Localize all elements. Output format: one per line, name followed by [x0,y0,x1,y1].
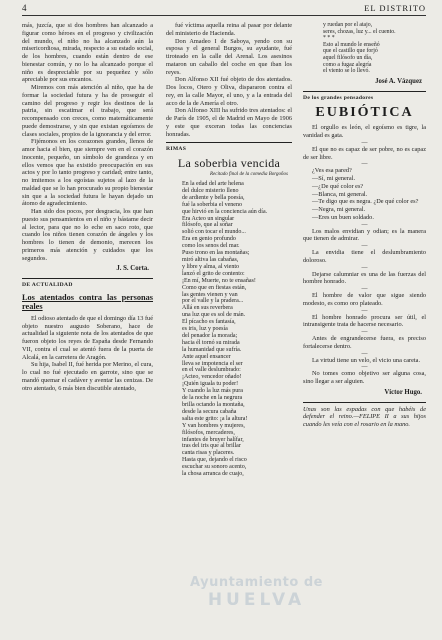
verse-line: El pícacho es fantasía, [182,319,236,326]
paragraph: más, juzcía, que si dos hombres han alcanzado a figurar como héroes en el progreso y civilización del mundo, el niño no ha alcanzado aún la misericordiosa, mirada, respecto a su estado social, de los hombres, cuando están dentro de ese bienestar común, y no lo ha alcanzado porque el niño es despreciable por su pequeñez y sólo apreciable por sus encantos. [22,22,153,84]
separator: — [361,264,368,271]
poem-verse [166,181,292,478]
verse-line: la chosa arranca de cuajo, [182,471,244,478]
verse-line: Puso trono en las montañas; [182,250,250,257]
article-title: Los atentados contra las personas reales [22,292,153,311]
verse-line: de la noche en la negrura [182,395,243,402]
separator: — [361,329,368,335]
verse-line: aquel filósofo un día, [323,54,373,61]
column-right [303,22,426,429]
section-title: EUBIÓTICA [315,105,414,121]
separator: — [361,286,368,292]
article-signature: J. S. Corta. [116,265,149,273]
separator: — [361,364,368,371]
dialog-line: —Negra, mi general. [312,206,366,213]
aphorism: No tomes como objetivo ser alguna cosa, sino llegar a ser alguien. [303,370,426,385]
verse-line: y libre y alma, al viento [182,263,239,270]
verse-line: miró altiva las cabañas, [182,256,239,263]
verse-line: filósofos, mercaderes, [182,429,235,436]
verse-line: salta este grito: ¡a la altura! [182,415,248,422]
section-label: De los grandes pensadores [303,94,374,101]
verse-line: * * * [323,35,335,42]
aphorism: La virtud tiene un velo, el vicio una careta. [312,356,421,364]
watermark-line-1: Ayuntamiento de [190,575,323,590]
paragraph: Han sido dos pocos, por desgracia, los que han puesto sus pensamientos en el niño y bástame decir al lector, para que no lo eche en saco roto, que cuando los niños tienen corazón de ángeles y los hombres lo tienen de demonio, merecen los primeros más atención y cuidados que los segundos. [22,208,153,262]
paragraph: Don Alfonso XIII ha sufrido tres atentados: el de París de 1905, el de Madrid en Mayo de 1906 y este que exceran todas las conciencias honradas. [166,107,292,138]
verse-line: hacia él tornó su mirada [182,339,240,346]
aphorism: Dejarse calumniar es una de las fuerzas del hombre honrado. [303,270,426,286]
dialog-line: —Te digo que es negra. ¿De qué color es? [312,198,419,206]
divider [303,91,426,92]
verse-line: que el castillo que forjó [323,48,378,55]
verse-line: lanzó el grito de contento: [182,270,245,277]
verse-line: Era en genio profundo [182,236,236,243]
verse-line: fué la soberbia el veneno [182,201,242,208]
page-header [22,3,426,16]
verse-line: Esto al mundo le enseñó [323,41,380,48]
dialog-line: —Sí, mi general. [312,175,356,182]
paragraph: El odioso atentado de que el domingo día 13 fué objeto nuestro augusto Soberano, hace de actualidad la siguiente nota de los atentados de que fueron objeto los reyes de España desde Fernando VII, contra el cual se atentó fuera de la puerta de Alcalá, en la carretera de Aragón. [22,314,153,361]
column-left [22,22,153,392]
archive-watermark [190,575,323,610]
verse-line: Ante aquel ensancer [182,353,231,360]
poem-title: La soberbia vencida [177,156,281,170]
verse-line: infantes de bruyer halífar, [182,436,244,443]
verse-line: Como que en fiestas están, [182,284,247,291]
poem-verse-end [303,22,426,75]
verse-line: desde la secura cabaña [182,408,237,415]
masthead: EL DISTRITO [364,3,426,13]
verse-line: Y van hombres y mujeres, [182,422,245,429]
page-number: 4 [22,3,27,13]
column-middle [166,22,292,478]
divider [22,278,153,279]
verse-line: Era Acteo un singular [182,215,235,222]
quote-signature: Víctor Hugo. [384,388,422,396]
verse-line: como a fugaz alegría [323,61,372,68]
aphorism: El que no es capaz de ser pobre, no es capaz de ser libre. [303,145,426,161]
aphorism: El hombre honrado procura ser útil, el intransigente trata de hacerse necesario. [303,313,426,329]
separator: — [361,243,368,249]
watermark-line-2: HUELVA [207,590,306,610]
verse-line: ¡Quién iguala tu poder! [182,381,239,388]
closing-quote: Unas son las espadas con que habéis de defender el reino.—FELIPE II a sus hijos cuando les veía con el rosario en la mano. [303,405,426,428]
verse-line: tras del iris que al brillar [182,443,241,450]
poem-dedication: Recitado final de la comedia Borgoños [210,172,288,177]
dialog-line: ¿Ves esa pared? [312,167,352,175]
verse-line: Allá en sus reverbera [182,305,233,312]
verse-line: en el valle deslumbrado: [182,367,241,374]
verse-line: Y cuando la luz más pura [182,388,243,395]
paragraph: Fijémonos en los corazones grandes, llenos de amor hacia el bien, que siempre ven en el corazón inocente, pequeño, un símbolo de grandeza y en ellos vemos que ha existido preocupación en sus actos y por lo tanto progreso y caridad; entre tanto, no imitemos a los egoístas sujetos al lazo de la maldad que se lo han procurado su propio bienestar sin que a la sociedad futura le hayan dejado un átomo de agradecimiento. [22,138,153,208]
aphorism: Los malos envidian y odian; es la manera que tienen de admirar. [303,227,426,243]
verse-line: canta risas y placeres. [182,450,235,457]
paragraph: fué víctima aquella reina al pasar por delante del ministerio de Hacienda. [166,22,292,37]
separator: — [361,350,368,357]
divider [303,402,426,403]
paragraph: Don Alfonso XII fué objeto de dos atentados. Dos locos, Otero y Oliva, dispararon contra el rey, en la calle Mayor, el uno, y a la entrada del acco de la de Amería el otro. [166,76,292,107]
verse-line: como los senos del mar. [182,243,240,250]
separator: — [361,139,368,146]
verse-line: filósofo, que al soñar [182,222,233,229]
verse-line: escuchar su sonoro acento, [182,464,247,471]
verse-line: del dulce misterio lleno [182,187,239,194]
paragraph: Su hija, Isabel II, fué herida por Merino, el cura, lo cual no fué ejecutado en garrote, sino que se mandó quemar el cadáver y aventar las cenizas. De otro atentado, 6 más bien discutible atentado, [22,361,153,392]
aphorism: La envidia tiene el deslumbramiento doloroso. [303,249,426,264]
verse-line: brilla octando la montaña, [182,402,245,408]
verse-line: por el valle y la pradera... [182,298,244,305]
verse-line: seres, chozas, luz y... el cuento. [323,28,396,35]
dialog-line: —Eres un buen soldado. [312,213,374,221]
verse-line: En la edad del arte helena [182,181,244,187]
verse-line: de ardiente y bella poesía, [182,194,245,201]
verse-line: lleva se impotencia el ser [182,360,243,367]
aphorism: Antes de engrandecerse fuera, es preciso fortalecerse dentro. [303,335,426,350]
verse-line: solió con tocar el mundo... [182,229,246,236]
verse-line: las gentes vienen y van [182,291,238,298]
section-label: RIMAS [166,146,187,153]
dialog [303,167,426,221]
paragraph: Don Amadeo I de Saboya, yendo con su esposa y el general Burgos, su ayudante, fué tiroteado en la calle del Arenal. Los asesinos mataron un caballo del coche en que iban los reyes. [166,37,292,76]
verse-line: es iris, luz y poesía [182,326,228,333]
verse-line: la humanidad que sufría. [182,346,242,353]
separator: — [361,307,368,314]
verse-line: el viento se lo llevó. [323,68,370,75]
paragraph: Miremos con más atención al niño, que ha de formar la sociedad futura y ha de proseguir el camino del progreso y regir los destinos de la patria, sin escatimar el trabajo, que será recompensado con creces, como matemáticamente puede demostrarse, y sin que existan egoísmos de clases sociales, propios de la ignorancia y del error. [22,84,153,138]
verse-line: del penador la morada; [182,332,238,339]
dialog-line: —Blanca, mi general. [312,190,368,198]
separator: — [361,161,368,168]
separator: — [361,221,368,228]
verse-line: una luz que es sol de mán. [182,312,246,319]
verse-line: Hasta que, dejando el risco [182,457,247,464]
aphorism: El hombre de valor que sigue siendo modesto, es como oro plateado. [303,292,426,307]
verse-line: ¡En mí, Muerte, no te ensañas! [182,277,256,284]
divider [166,142,292,143]
verse-line: ¡Acteo, vencedor oñado! [182,374,242,381]
verse-line: y ruedan por el atajo, [323,22,373,28]
aphorism: El orgullo es león, el egoísmo es tigre, la vanidad es gata. [303,124,426,139]
poem-signature: José A. Vázquez [375,77,422,85]
verse-line: que hirvió en la conciencia aún día. [182,208,268,215]
section-label: DE ACTUALIDAD [22,282,73,288]
dialog-line: —¿De qué color es? [312,182,364,190]
